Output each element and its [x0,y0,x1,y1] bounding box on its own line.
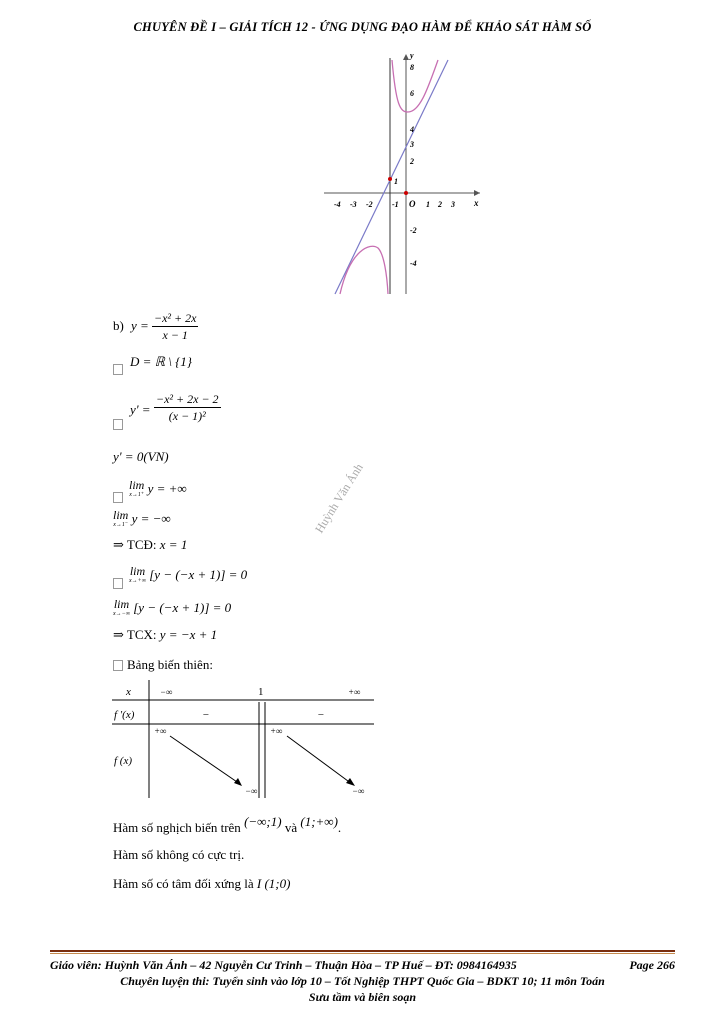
table-x-label: x [126,686,131,698]
footer-line-3: Sưu tầm và biên soạn [308,990,417,1004]
derivative-fraction [154,392,221,424]
bullet-box-icon [113,660,123,671]
graph-branch-lower [340,246,388,294]
bullet-box-icon [113,492,123,503]
derivative-lhs: y' = [130,402,151,417]
derivative-denominator: (x − 1)² [168,409,206,423]
table-f-top-left: +∞ [154,726,167,736]
x-tick: -4 [334,200,341,209]
limit-plus-infinity: lim x→+∞ [y − (−x + 1)] = 0 [129,564,248,584]
x-tick: -2 [366,200,373,209]
limit-left: lim x→1⁻ y = −∞ [113,508,171,528]
y-tick: 2 [410,157,414,166]
page-number: Page 266 [629,958,675,972]
limit-minus-infinity: lim x→−∞ [y − (−x + 1)] = 0 [113,597,232,617]
derivative-numerator: −x² + 2x − 2 [156,392,219,406]
graph-branch-upper [392,60,438,112]
footer-line-1: Giáo viên: Huỳnh Văn Ánh – 42 Nguyễn Cư Trinh – Thuận Hòa – TP Huế – ĐT: 0984164935 Page 266 [50,958,675,972]
conclusion-symmetry-center: Hàm số có tâm đối xứng là I (1;0) [113,876,291,891]
derivative-zero: y' = 0(VN) [113,449,169,464]
x-tick: -3 [350,200,357,209]
point-origin [404,191,408,195]
vertical-asymptote-result: ⇒ TCĐ: x = 1 [113,537,188,552]
oblique-asymptote [335,60,448,294]
origin-label: O [409,199,416,209]
function-graph [320,50,495,298]
x-tick: 2 [438,200,442,209]
variation-table [112,680,377,800]
domain: D = ℝ \ {1} [130,354,192,369]
table-f-label: f (x) [114,755,133,767]
bullet-box-icon [113,419,123,430]
y-tick: 1 [394,177,398,186]
table-x-one: 1 [258,686,264,698]
oblique-asymptote-result: ⇒ TCX: y = −x + 1 [113,627,218,642]
table-fprime-sign-left: − [202,709,210,721]
function-denominator: x − 1 [162,328,188,342]
page-header: CHUYÊN ĐỀ I – GIẢI TÍCH 12 - ỨNG DỤNG ĐẠO HÀM ĐỂ KHẢO SÁT HÀM SỐ [133,20,592,34]
y-tick: 6 [410,89,414,98]
part-b-label: b) [113,318,124,333]
x-tick-labels [334,200,455,209]
variation-table-label: Bảng biến thiên: [127,657,213,672]
conclusion-monotonic: Hàm số nghịch biến trên (−∞;1) và (1;+∞). [113,814,342,835]
limit-right: lim x→1⁺ y = +∞ [129,478,187,498]
watermark: Huỳnh Văn Ánh [312,460,366,536]
x-tick: -1 [392,200,399,209]
table-f-bottom-right: −∞ [352,786,365,796]
x-axis-label: x [474,198,479,208]
function-lhs: y = [131,318,149,333]
table-x-plus-inf: +∞ [348,687,361,697]
y-tick: -4 [410,259,417,268]
footer-rule-thin [50,953,675,954]
y-tick: 3 [410,140,414,149]
point-1 [388,177,392,181]
table-f-bottom-mid: −∞ [245,786,258,796]
x-tick: 1 [426,200,430,209]
y-tick: 4 [410,125,414,134]
conclusion-no-extrema: Hàm số không có cực trị. [113,847,245,862]
footer-rule [50,950,675,952]
table-fprime-label: f '(x) [114,709,135,721]
y-axis-label: y [410,51,414,60]
bullet-box-icon [113,364,123,375]
function-fraction [152,311,198,343]
footer-line-2: Chuyên luyện thi: Tuyển sinh vào lớp 10 – Tốt Nghiệp THPT Quốc Gia – BDKT 10; 11 môn Toán [120,974,605,988]
bullet-box-icon [113,578,123,589]
function-numerator: −x² + 2x [154,311,197,325]
table-f-top-right: +∞ [270,726,283,736]
table-fprime-sign-right: − [317,709,325,721]
x-tick: 3 [451,200,455,209]
y-tick: -2 [410,226,417,235]
y-tick: 8 [410,63,414,72]
table-x-minus-inf: −∞ [160,687,173,697]
